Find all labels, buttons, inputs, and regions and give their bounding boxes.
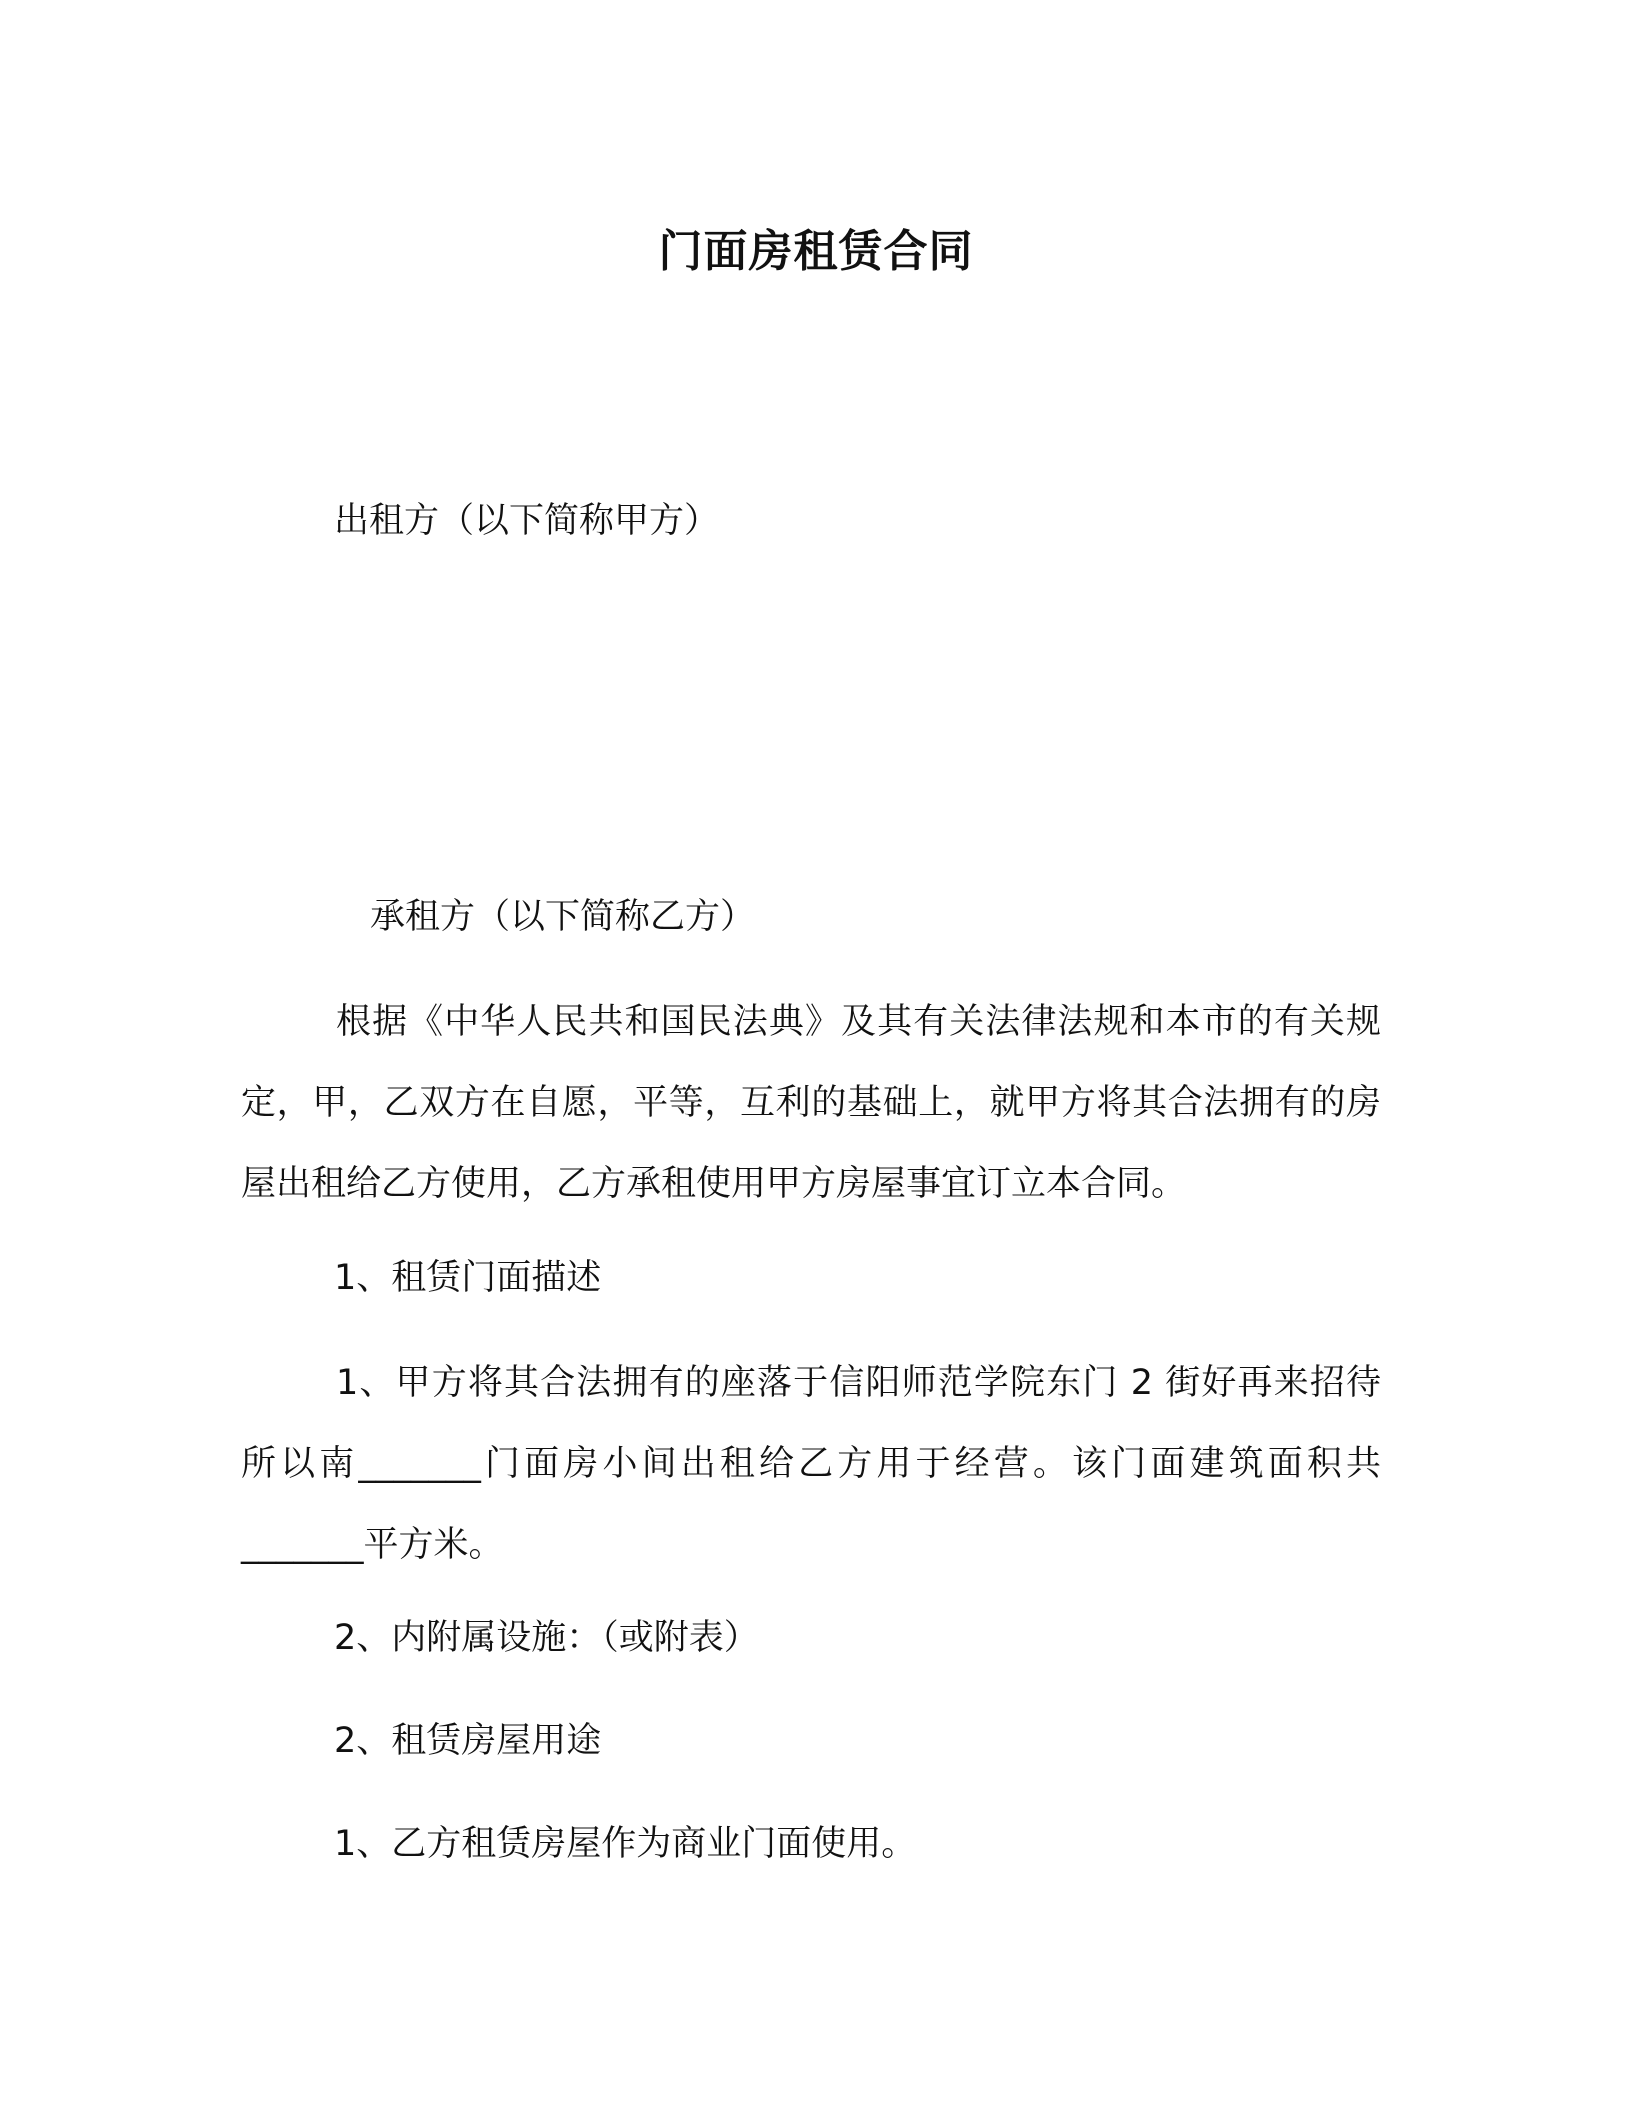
lessee-label: 承租方（以下简称乙方） bbox=[370, 897, 756, 937]
section-1-heading: 1、租赁门面描述 bbox=[334, 1258, 602, 1298]
document-title: 门面房租赁合同 bbox=[658, 226, 974, 277]
section-1-item-2: 2、内附属设施：（或附表） bbox=[334, 1618, 759, 1658]
section-1-item-1: 1、甲方将其合法拥有的座落于信阳师范学院东门 2 街好再来招待所以南_______门面房小间出租给乙方用于经营。该门面建筑面积共_______平方米。 bbox=[241, 1363, 1381, 1565]
lessor-label: 出租方（以下简称甲方） bbox=[334, 501, 720, 541]
section-2-heading: 2、租赁房屋用途 bbox=[334, 1721, 602, 1761]
preamble-paragraph: 根据《中华人民共和国民法典》及其有关法律法规和本市的有关规定，甲，乙双方在自愿，平等，互利的基础上，就甲方将其合法拥有的房屋出租给乙方使用，乙方承租使用甲方房屋事宜订立本合同。 bbox=[241, 1002, 1381, 1204]
section-2-item-1: 1、乙方租赁房屋作为商业门面使用。 bbox=[334, 1824, 917, 1864]
